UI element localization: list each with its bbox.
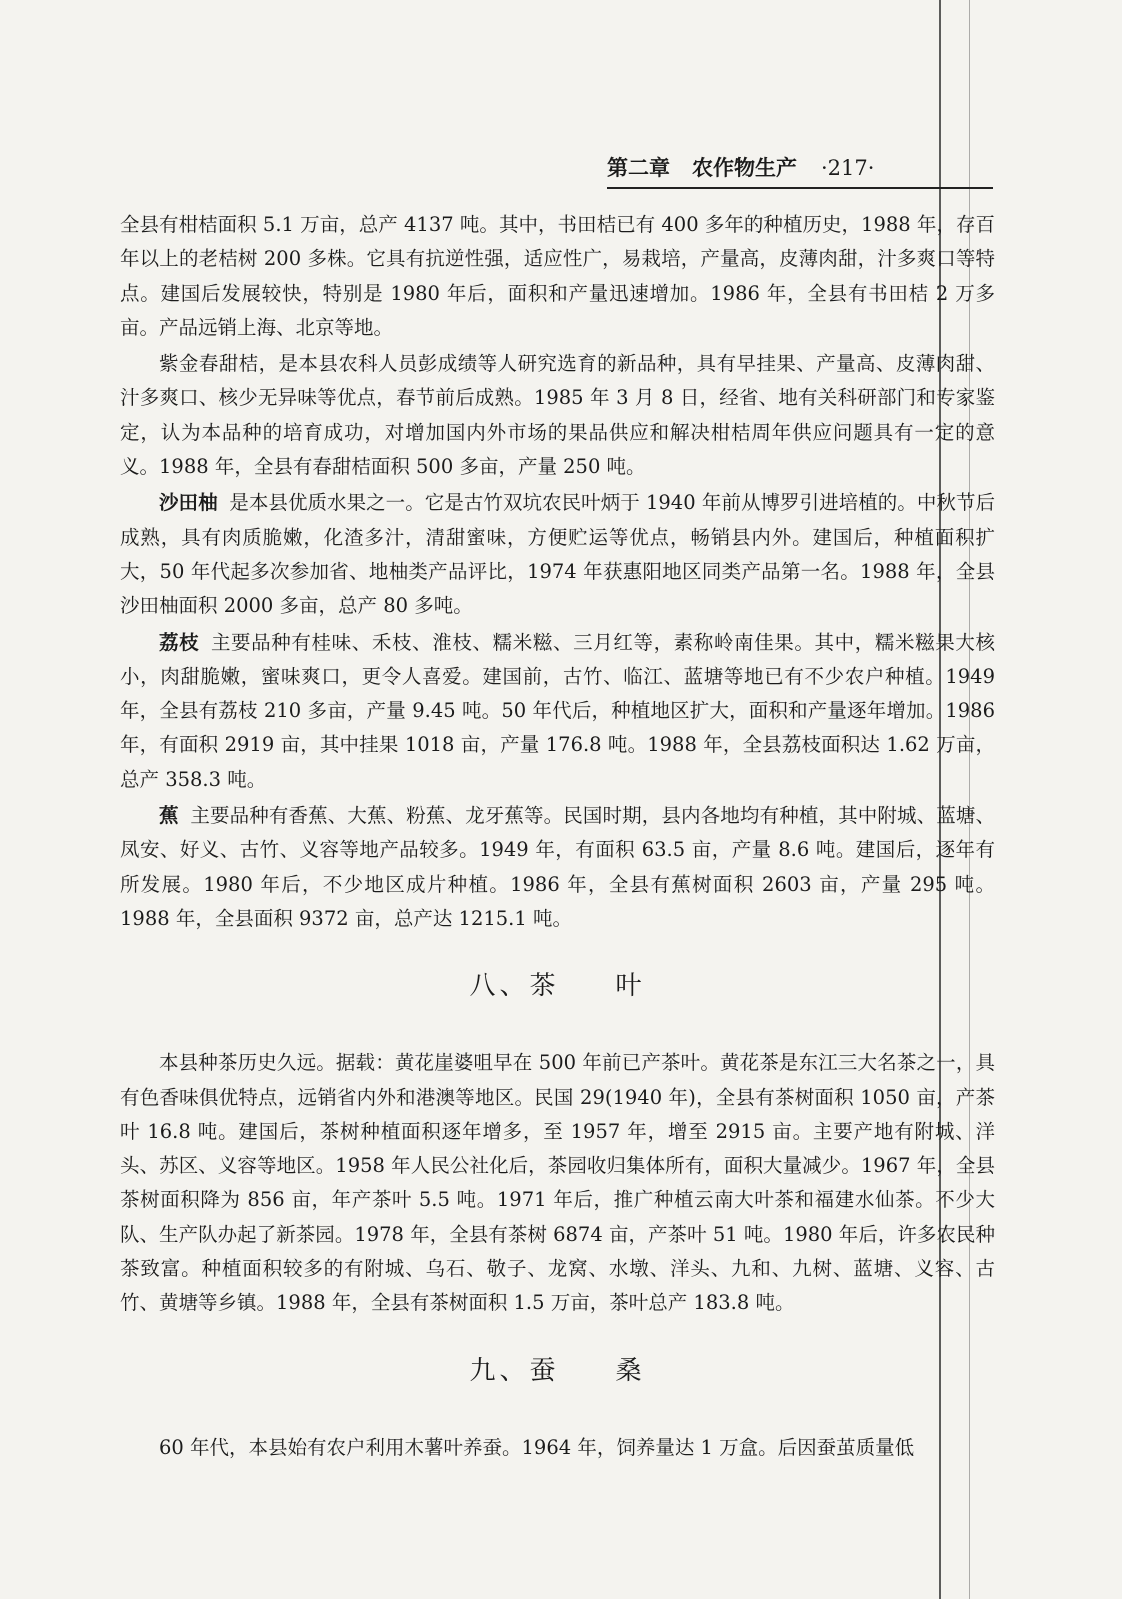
- header-rule: [607, 187, 993, 189]
- section-title-left: 八、茶: [469, 971, 560, 1002]
- term-heading: 荔枝: [159, 630, 200, 654]
- paragraph-banana: [120, 799, 995, 936]
- chapter-title: 农作物生产: [692, 155, 797, 180]
- paragraph-tea: [120, 1046, 995, 1320]
- paragraph-silk: [120, 1431, 995, 1465]
- page-number: ·217·: [821, 156, 875, 180]
- paragraph-text: 主要品种有桂味、禾枝、淮枝、糯米糍、三月红等，素称岭南佳果。其中，糯米糍果大核小，肉甜脆嫩，蜜味爽口，更令人喜爱。建国前，古竹、临江、蓝塘等地已有不少农户种植。1949 年，全县有荔枝 210 多亩，产量 9.45 吨。50 年代后，种植地区扩大，面积和产量逐年增加。1986 年，有面积 2919 亩，其中挂果 1018 亩，产量 176.8 吨。1988 年，全县荔枝面积达 1.62 万亩，总产 358.3 吨。: [120, 630, 995, 791]
- paragraph-text: 紫金春甜桔，是本县农科人员彭成绩等人研究选育的新品种，具有早挂果、产量高、皮薄肉甜、汁多爽口、核少无异味等优点，春节前后成熟。1985 年 3 月 8 日，经省、地有关科研部门和专家鉴定，认为本品种的培育成功，对增加国内外市场的果品供应和解决柑桔周年供应问题具有一定的意义。1988 年，全县有春甜桔面积 500 多亩，产量 250 吨。: [120, 352, 995, 479]
- paragraph-lychee: [120, 626, 995, 797]
- paragraph-text: 全县有柑桔面积 5.1 万亩，总产 4137 吨。其中，书田桔已有 400 多年的种植历史，1988 年，存百年以上的老桔树 200 多株。它具有抗逆性强，适应性广，易栽培，产量高，皮薄肉甜，汁多爽口等特点。建国后发展较快，特别是 1980 年后，面积和产量迅速增加。1986 年，全县有书田桔 2 万多亩。产品远销上海、北京等地。: [120, 213, 995, 339]
- section-title-right: 叶: [615, 971, 646, 1002]
- paragraph-text: 是本县优质水果之一。它是古竹双坑农民叶炳于 1940 年前从博罗引进培植的。中秋节后成熟，具有肉质脆嫩，化渣多汁，清甜蜜味，方便贮运等优点，畅销县内外。建国后，种植面积扩大，50 年代起多次参加省、地柚类产品评比，1974 年获惠阳地区同类产品第一名。1988 年，全县沙田柚面积 2000 多亩，总产 80 多吨。: [120, 491, 995, 618]
- paragraph-spring-citrus: [120, 347, 995, 484]
- running-header: [607, 152, 993, 182]
- term-heading: 沙田柚: [159, 491, 218, 515]
- section-title-silk: [120, 1351, 995, 1391]
- paragraph-text: 本县种茶历史久远。据载：黄花崖婆咀早在 500 年前已产茶叶。黄花茶是东江三大名茶之一，具有色香味俱优特点，远销省内外和港澳等地区。民国 29(1940 年)，全县有茶树面积 1050 亩，产茶叶 16.8 吨。建国后，茶树种植面积逐年增多，至 1957 年，增至 2915 亩。主要产地有附城、洋头、苏区、义容等地区。1958 年人民公社化后，茶园收归集体所有，面积大量减少。1967 年，全县茶树面积降为 856 亩，年产茶叶 5.5 吨。1971 年后，推广种植云南大叶茶和福建水仙茶。不少大队、生产队办起了新茶园。1978 年，全县有茶树 6874 亩，产茶叶 51 吨。1980 年后，许多农民种茶致富。种植面积较多的有附城、乌石、敬子、龙窝、水墩、洋头、九和、九树、蓝塘、义容、古竹、黄塘等乡镇。1988 年，全县有茶树面积 1.5 万亩，茶叶总产 183.8 吨。: [120, 1051, 995, 1315]
- paragraph-pomelo: [120, 486, 995, 623]
- chapter-number: 第二章: [607, 155, 670, 180]
- paragraph-text: 主要品种有香蕉、大蕉、粉蕉、龙牙蕉等。民国时期，县内各地均有种植，其中附城、蓝塘、凤安、好义、古竹、义容等地产品较多。1949 年，有面积 63.5 亩，产量 8.6 吨。建国后，逐年有所发展。1980 年后，不少地区成片种植。1986 年，全县有蕉树面积 2603 亩，产量 295 吨。1988 年，全县面积 9372 亩，总产达 1215.1 吨。: [120, 804, 995, 930]
- section-title-right: 桑: [615, 1355, 646, 1386]
- section-title-left: 九、蚕: [469, 1355, 560, 1386]
- page-body: [120, 208, 995, 1467]
- section-title-tea: [120, 966, 995, 1006]
- term-heading: 蕉: [159, 804, 179, 828]
- paragraph-citrus: [120, 208, 995, 345]
- paragraph-text: 60 年代，本县始有农户利用木薯叶养蚕。1964 年，饲养量达 1 万盒。后因蚕茧质量低: [159, 1435, 915, 1459]
